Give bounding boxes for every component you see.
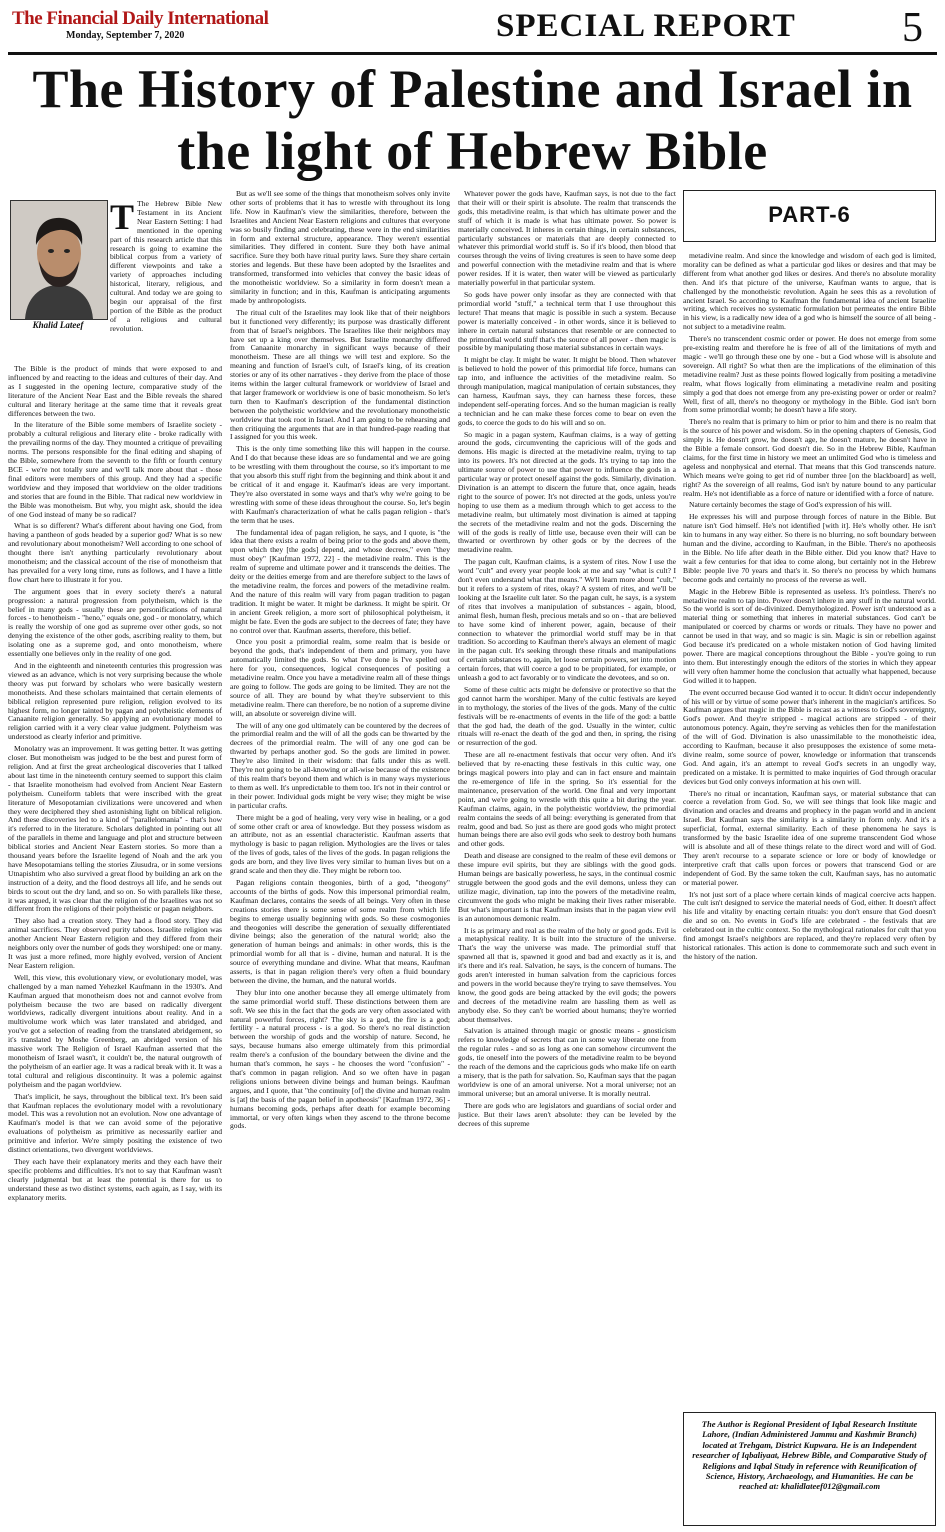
paragraph: The argument goes that in every society there's a natural progression: a natural progression from polytheism, which is the belief in many gods - usually these are personifications of natural forces - to henotheism - "heno," equals one, god - or monolatry, which is really the worship of one god as supreme over other gods, so not denying the existence of the other gods, ascribing reality to them, but isolating one as a supreme god, and onto monotheism, where essentially one believes only in the reality of one god. — [8, 586, 222, 659]
article-headline: The History of Palestine and Israel in the light of Hebrew Bible — [32, 59, 913, 181]
paragraph: metadivine realm. And since the knowledge and wisdom of each god is limited, morality can be defined as what a particular god likes or desires and that may be different from what another god likes or desires. And there's no absolute morality then. And it's that picture of the universe, Kaufman wants to argue, that is challenged by the monotheistic revolution. Again he sees this as a revolution of ancient Israel. So according to Kaufman the fundamental idea of ancient Israelite writing, which receives no systematic formulation but permeates the entire Bible in his view, is a radically new idea of a god who is himself the source of all being - not subject to a metadivine realm. — [683, 252, 936, 332]
article-intro — [110, 200, 222, 363]
paragraph: There's no ritual or incantation, Kaufman says, or material substance that can coerce a revelation from God. So, we will see things that look like magic and divination and oracles and dreams and prophecy in the pagan world and in ancient Israel. But Kaufman says the similarity is a similarity in form only. And it's a superficial, formal, external similarity. Each of these phenomena he says is transformed by the basic Israelite idea of one supreme transcendent God whose will is absolute and all of these things relate to the direct word and will of God. They aren't recourse to a separate science or lore or body of knowledge or interpretive craft that calls upon forces or powers that transcend God or are independent of God. By the same token the cult, Kaufman says, has no automatic or material power. — [683, 788, 936, 887]
paragraph: Monolatry was an improvement. It was getting better. It was getting closer. But monotheism was judged to be the best and purest form of religion. And at first the great archeological discoveries that I talked about last time in the nineteenth century seemed to support this claim - that Israelite monotheism had evolved from Ancient Near Eastern polytheism. Cuneiform tablets that were inscribed with the great literature of Mesopotamian civilizations were uncovered and when they were deciphered they shed astonishing light on biblical religion. And these discoveries led to a kind of "parallelomania" - that's how it's referred to in the literature. Scholars delighted in pointing out all of the parallels in theme and language and plot and structure between biblical stories and Ancient Near Eastern stories. So more than a thousand years before the Israelite legend of Noah and the ark you have Mesopotamians telling the stories Ziusudra, or in some versions Utnapishtim who also survived a great flood by building an ark on the instruction of a deity, and the flood destroys all life, and he sends out birds to scout out the dry land, and so on. So with parallels like these, it was argued, it was clear that the religion of the Israelites was not so different from the religions of their polytheistic or pagan neighbors. — [8, 744, 222, 914]
paragraph: In the literature of the Bible some members of Israelite society - probably a cultural religious and literary elite - broke radically with the prevailing norms of the day. They mounted a critique of prevailing norms. The persons responsible for the final editing and shaping of the Bible, somewhere from the seventh to the fifth or fourth century BCE - we're not totally sure and we'll talk more about that - those final editors were members of this group. And they had a specific worldview and they imposed that worldview on the older traditions and stories that are found in the Bible. That radical new worldview in the Bible was monotheism. But why, you might ask, should the idea of one God instead of many be so radical? — [8, 420, 222, 519]
drop-cap: T — [110, 200, 135, 237]
paragraph: Salvation is attained through magic or gnostic means - gnosticism refers to knowledge of secrets that can in some way liberate one from the regular rules - and so as long as one can somehow circumvent the gods, tie oneself into the powers of the metadivine realm to be beyond the reach of the demons and the capricious gods who make life on earth a misery, that is the path for salvation. So, Kaufman says that the pagan worldview is one of an amoral universe. Not a moral universe; not an immoral universe; but an amoral universe. It is morally neutral. — [458, 1026, 676, 1098]
paragraph: Once you posit a primordial realm, some realm that is beside or beyond the gods, that's independent of them and primary, you have automatically limited the gods. So what I've done is I've spelled out here for you, consequences, logical consequences of positing a metadivine realm. Once you have a metadivine realm all of these things are going to follow. The gods are going to be limited. They are not the source of all. They are bound by what they're subservient to this metadivine realm. There can therefore, be no notion of a supreme divine will, an absolute or sovereign divine will. — [230, 637, 450, 718]
paragraph: And in the eighteenth and nineteenth centuries this progression was viewed as an advance, which is not very surprising because the whole theory was put forward by scholars who were basically western monotheists. And these scholars maintained that certain elements of biblical religion represented pure religion, religion evolved to its highest form, no longer tainted by pagan and polytheistic elements of Canaanite religion generally. So applying an evolutionary model to religion carried with it a very clear value judgment. Polytheism was understood as clearly inferior and primitive. — [8, 661, 222, 742]
article-column-3 — [458, 190, 676, 1527]
paragraph: There are gods who are legislators and guardians of social order and justice. But their laws aren't absolute: they can be leveled by the decrees of this supreme — [458, 1100, 676, 1128]
paragraph: The ritual cult of the Israelites may look like that of their neighbors but it functioned very differently; its purpose was drastically different from that of Israel's neighbors. The Israelites like their neighbors may have set up a king over themselves. But Israelite monarchy differed from Canaanite monarchy in significant ways because of their monotheism. These are all things we will test and explore. So the meaning and function of Israel's cult, of Israel's king, of its creation stories or any of its other narratives - they derive from the place of those items within the larger cultural framework or worldview of Israel and that larger framework or worldview is one of basic monotheism. So let's turn then to Kaufman's description of the fundamental distinction between the polytheistic worldview and the revolutionary monotheistic worldview that took root in Israel. And I am going to be rehearsing and then critiquing the arguments that are in that hundred-page reading that I assigned for you this week. — [230, 307, 450, 442]
paragraph: Pagan religions contain theogonies, birth of a god, "theogony" accounts of the births of gods. Now this impersonal primordial realm, Kaufman declares, contains the seeds of all beings. Very often in these creations stories there is some sense of some realm from which life begins to emerge usually beginning with gods. So these cosmogonies and theogonies will describe the generation of sexually differentiated divine beings; also the generation of the natural world; also the generation of human beings and animals: in other words, this is the primordial womb for all that is - divine, human and natural. It is the source of everything mundane and divine. What that means, Kaufman asserts, is that in pagan religion there's very often a fluid boundary between the divine, the human, and the natural worlds. — [230, 877, 450, 985]
paragraph: The fundamental idea of pagan religion, he says, and I quote, is "the idea that there exists a realm of being prior to the gods and above them, upon which they [the gods] depend, and whose decrees," even "they must obey" [Kaufman 1972, 22] - the metadivine realm. This is the realm of supreme and ultimate power and it transcends the deities. The deity or the deities emerge from and are therefore subject to the laws of the metadivine realm, the forces and powers of the metadivine realm. And the nature of this realm will vary from pagan tradition to pagan tradition. It might be water. It might be darkness. It might be spirit. Or in ancient Greek religion, a more sort of philosophical polytheism, it might be fate. Even the gods are subject to the decrees of fate; they have no control over that. Kaufman asserts, therefore, this belief. — [230, 527, 450, 635]
paragraph: Death and disease are consigned to the realm of these evil demons or these impure evil spirits, but they are siblings with the good gods. Human beings are basically powerless, he says, in the continual cosmic struggle between the good gods and the evil demons, unless they can utilize magic, divination, tap into the powers of the metadivine realm, circumvent the gods who might be making their lives rather miserable. But what's important is that Kaufman insists that in the pagan view evil is an autonomous demonic realm. — [458, 851, 676, 923]
intro-text: The Hebrew Bible New Testament in its Ancient Near Eastern Setting: I had mentioned in the opening part of this research article that this research is going to examine the biblical corpus from a variety of different viewpoints and take a variety of approaches including historical, literary, religious, and cultural. And today we are going to begin our appraisal of the first portion of the Bible as the product of a religious and cultural revolution. — [110, 200, 222, 333]
paragraph: So magic in a pagan system, Kaufman claims, is a way of getting around the gods, circumventing the capricious will of the gods and demons. His magic is directed at the metadivine realm, trying to tap into its powers. It's not directed at the gods. It's trying to tap into the ultimate source of power to use that power to influence the gods in a particular way or protect oneself against the gods. Similarly, divination. Divination is an attempt to discern the future that, once again, heads right to the source of power. It's not directed at the gods, unless you're hoping to use them as a medium through which to get access to the metadivine realm, but ultimately most divination is aimed at tapping the secrets of the metadivine realm and not the gods. Discerning the will of the gods is really of little use, because even their will can be thwarted or overthrown by other gods or by the decrees of the metadivine realm. — [458, 429, 676, 555]
section-title: SPECIAL REPORT — [496, 8, 796, 44]
paragraph: That's implicit, he says, throughout the biblical text. It's been said that Kaufman replaces the evolutionary model with a revolutionary model. This was a revolution not an evolution. Now one advantage of Kaufman's model is that we can avoid some of the pejorative evaluations of polytheism as primitive as necessarily earlier and primitive and inferior. We're simply positing the existence of two distinct orientations, two divergent worldviews. — [8, 1091, 222, 1155]
paragraph: There might be a god of healing, very very wise in healing, or a god of some other craft or area of knowledge. But they possess wisdom as an attribute, not as an essential characteristic. Kaufman asserts that mythology is basic to pagan religion. Mythologies are the lives or tales of the lives of gods, tales of the lives of the gods. In pagan religions the gods are born, and they live lives very similar to human lives but on a grand scale and then they die. They might be reborn too. — [230, 812, 450, 876]
masthead — [8, 6, 937, 50]
paragraph: The pagan cult, Kaufman claims, is a system of rites. Now I use the word "cult" and every year people look at me and say "what is cult? I don't even understand what that means." We'll learn more about "cult," but it refers to a system of rites, okay? A system of rites, and we'll be looking at the Israelite cult later. So the pagan cult, he says, is a system of rites that involves a manipulation of substances - again, blood, animal flesh, human flesh, precious metals and so on - that are believed to have some kind of inherent power, again, because of their connection to whatever the primordial world stuff may be in that tradition. So according to Kaufman there's always an element of magic in the pagan cult. It's seeking through these rituals and manipulations of certain substances to, again, let loose certain powers, set into motion certain forces, that will coerce a god to be propitiated, for example, or unleash a god to act favorably or to vindicate the devotees, and so on. — [458, 557, 676, 683]
paragraph: But as we'll see some of the things that monotheism solves only invite other sorts of problems that it has to wrestle with throughout its long life. Now in Kaufman's view the similarities, therefore, between the Israelites and Ancient Near Eastern religions and cultures that everyone was so busily finding and celebrating, these were in the end similarities in form and external structure, appearance. They weren't essential similarities. They differed in content. Sure they both have animal sacrifice. Sure they both have ritual purity laws. Sure they share certain stories and legends. But these have been adopted by the Israelites and transformed, transformed into vehicles that convey the basic ideas of the monotheistic worldview. So a similarity in form doesn't mean a similarity in function; and in this, Kaufman is anticipating arguments made by anthropologists. — [230, 190, 450, 305]
paragraph: The event occurred because God wanted it to occur. It didn't occur independently of his will or by virtue of some power that's inherent in the magician's artifices. So Kaufman argues that magic in the Bible is recast as a witness to God's sovereignty, God's power. And they're stripped - magical actions are stripped - of their autonomous potency. Again, they're serving as vehicles then for the manifestation of the will of God. Divination is also unassimilable to the monotheistic idea, according to Kaufman, because it also presupposes the existence of some meta-divine realm, some source of power, knowledge or information that transcends God. And again, it's an attempt to reveal God's secrets in an ungodly way, predicated on a mistake. It is permitted to make inquiries of God through oracular devices but God only conveys information at his own will. — [683, 687, 936, 786]
newspaper-name: The Financial Daily International — [12, 8, 269, 29]
paragraph: It is as primary and real as the realm of the holy or good gods. Evil is a metaphysical reality. It is built into the structure of the universe. That's the way the universe was made. The primordial stuff that spawned all that is, spawned it good and bad and exactly as it is, and it's there and it's real. Salvation, he says, is the concern of humans. The gods aren't interested in human salvation from the capricious forces and powers in the world because they're trying to save themselves. You know, the good gods are being attacked by the evil gods; the powers and decrees of the metadivine realm are hassling them as well as anybody else. So they can't be worried about humans; they're worried about themselves. — [458, 925, 676, 1024]
article-column-4 — [683, 252, 936, 1272]
paragraph: Nature certainly becomes the stage of God's expression of his will. — [689, 500, 892, 510]
part-label: PART-6 — [683, 190, 936, 242]
paragraph: He expresses his will and purpose through forces of nature in the Bible. But nature isn't God himself. He's not identified [with it]. He's wholly other. He isn't kin to humans in any way either. So there is no blurring, no soft boundary between human and the divine, according to Kaufman, in the Bible. There's no apotheosis in the Bible. No life after death in the Bible either. Did you know that? Have to wait a few centuries for that idea to come along, but certainly not in the Hebrew Bible: people live 70 years and that's it. So there's no process by which humans become gods and certainly no process of the reverse as well. — [683, 512, 936, 584]
author-photo — [10, 200, 108, 320]
paragraph: They also had a creation story. They had a flood story. They did animal sacrifices. They observed purity taboos. Israelite religion was another Ancient Near Eastern religion and they differed from their neighbors only over the number of gods they worshiped: one or many. It was just a more refined, more highly evolved, version of Ancient Near Eastern religion. — [8, 916, 222, 970]
author-name: Khalid Lateef — [32, 320, 84, 330]
author-bio-box: The Author is Regional President of Iqbal Research Institute Lahore, (Indian Administered Jammu and Kashmir Branch) located at Trehgam, District Kupwara. He is an Independent researcher of Iqbaliyaat, Hebrew Bible, and Comparative Study of Religions and Iqbal Study in reference with Reunification of Science, History, Archaeology, and Humanities. He can be reached at: khalidlateef012@gmail.com — [683, 1412, 936, 1526]
issue-date: Monday, September 7, 2020 — [66, 30, 185, 41]
article-column-2 — [230, 190, 450, 1527]
paragraph: It's not just sort of a place where certain kinds of magical coercive acts happen. The cult isn't designed to service the material needs of God, either. It doesn't affect his life and vitality by enacting certain rituals: you don't ensure that God doesn't die and so on. No events in God's life are celebrated - the festivals that are celebrated out in the cultic context. So the mythological rationales for cult that you find amongst Israel's neighbors are replaced, and they're replaced very often by historical rationales. This action is done to commemorate such and such event in the history of the nation. — [683, 889, 936, 961]
paragraph: There's no transcendent cosmic order or power. He does not emerge from some pre-existing realm and therefore he is free of all of the limitations of myth and magic - we'll go through these one by one - but a God whose will is absolute and sovereign. All right? So what then are the implications of the elimination of this metadivine realm? Just as these points flowed logically from positing a metadivine realm, what flows logically from eliminating a metadivine realm and positing simply a god that does not emerge from any pre-existing power or order or realm? Well, first of all, there's no theogony or mythology in the Bible. God isn't born from some primordial womb; he doesn't have a life story. — [683, 334, 936, 415]
paragraph: The Bible is the product of minds that were exposed to and influenced by and reacting to the ideas and cultures of their day. And as I suggested in the opening lecture, comparative study of the literature of the Ancient Near East and the Bible reveals the shared cultural and literary heritage at the same time that it reveals great differences between the two. — [8, 365, 222, 418]
paragraph: Whatever power the gods have, Kaufman says, is not due to the fact that their will or their spirit is absolute. The realm that transcends the gods, this metadivine realm, is that which has ultimate power and the stuff of which it is made is what has ultimate power. So power is materially conceived. It inheres in certain things, in certain substances, particularly substances or materials that are deeply connected to whatever this primordial world stuff is. So if it's blood, then blood that courses through the veins of living creatures is seen to have some deep and powerful connection with the metadivine realm and that is where power resides. If it is water, then water will be viewed as particularly materially powerful in that particular system. — [458, 190, 676, 288]
paragraph: Some of these cultic acts might be defensive or protective so that the god cannot harm the worshiper. Many of the cultic festivals are keyed in to mythology, the stories of the lives of the gods. Many of the cultic festivals will be re-enactments of events in the life of the god: a battle that the god had, the death of the god. Usually in the winter, cultic rituals will re-enact the death of the god and then, in spring, the rising or resurrection of the god. — [458, 684, 676, 748]
paragraph: What is so different? What's different about having one God, from having a pantheon of gods headed by a superior god? What is so new and revolutionary about monotheism? Well according to one school of thought there isn't anything particularly revolutionary about monotheism; and the classical account of the rise of monotheism that has prevailed for a very long time, runs as follows, and I have a little flow chart here to illustrate it for you. — [8, 521, 222, 584]
paragraph: They each have their explanatory merits and they each have their specific problems and difficulties. It's not to say that Kaufman wasn't clearly judgmental but at least the potential is there for us to understand these as two distinct systems, each again, as I say, with its explanatory merits. — [8, 1156, 222, 1202]
paragraph: The will of any one god ultimately can be countered by the decrees of the primordial realm and the will of all the gods can be thwarted by the decrees of the primordial realm. The will of any one god can be thwarted by perhaps another god. So the gods are limited in power. They're also limited in their wisdom: that falls under this as well. They're not going to be all-knowing or all-wise because of the existence of this realm that's beyond them and which is in many ways mysterious to them as well. It's unpredictable to them too. It's not in their control or in their power. Individual gods might be very wise; they might be wise in particular crafts. — [230, 720, 450, 810]
paragraph: So gods have power only insofar as they are connected with that primordial world "stuff," a technical term that I use throughout this lecture! That means that magic is possible in such a system. Because power is materially conceived - in other words, since it is believed to inhere in certain natural substances that resemble or are connected to the primordial world stuff that's the source of all power - then magic is possible by manipulating those material substances in certain ways. — [458, 289, 676, 353]
paragraph: This is the only time something like this will happen in the course. And I do that because these ideas are so fundamental and we are going to be wrestling with them throughout the course, so it's important to me that you absorb this stuff right from the beginning and think about it and be critical of it and engage it. Kaufman's ideas are very important. They're also overstated in some ways and that's why we're going to be wrestling with some of these ideas throughout the course. So, let's begin with Kaufman's characterization of what he calls pagan religion - that's the term that he uses. — [230, 444, 450, 525]
paragraph: Well, this view, this evolutionary view, or evolutionary model, was challenged by a man named Yehezkel Kaufmann in the 1930's. And Kaufman argued that monotheism does not and cannot evolve from polytheism because the two are based on radically divergent worldviews, radically divergent intuitions about reality. And in a multivolume work which was later translated and abridged, and you've got a selection of reading from the translated abridgement, so it's translated by Moshe Greenberg, an abridged version of his massive work The Religion of Israel Kaufman asserted that the monotheism of Israel wasn't, it couldn't be, the natural outgrowth of the polytheism of an earlier age. It was a radical break with it. It was a total cultural and religious discontinuity. It was a polemic against polytheism and the pagan worldview. — [8, 972, 222, 1089]
paragraph: Magic in the Hebrew Bible is represented as useless. It's pointless. There's no metadivine realm to tap into. Power doesn't inhere in any stuff in the natural world. So the world is sort of de-divinized. Demythologized. Power isn't understood as a material thing or something that inheres in material substances. God can't be manipulated or coerced by charms or words or rituals. They have no power and cannot be used in that way, and so magic is sin. Magic is sin or rebellion against God because it's predicated on a whole mistaken notion of God having limited power. There are magical conceptions throughout the Bible - you're going to run into them. But interestingly enough the editors of the stories in which they appear will very often hammer home the conclusion that actually what happened, because God willed it to happen. — [683, 586, 936, 685]
article-column-1 — [8, 365, 222, 1527]
paragraph: These are all re-enactment festivals that occur very often. And it's believed that by re-enacting these festivals in this cultic way, one brings magical powers into play and can in fact ensure and maintain the re-emergence of life in the spring. So it's essential for the maintenance, preservation of the world. One final and very important point, and we're going to wrestle with this quite a bit during the year. Kaufman claims, again, in the polytheistic worldview, the primordial realm contains the seeds of all being: everything is generated from that realm, good and bad. So just as there are good gods who might protect human beings there are also evil gods who seek to destroy both humans and other gods. — [458, 750, 676, 849]
paragraph: There's no realm that is primary to him or prior to him and there is no realm that is the source of his power and wisdom. So in the opening chapters of Genesis, God simply is. He doesn't grow, he doesn't age, he doesn't mature, he doesn't have in the Bible a female consort. God doesn't die. So in the Hebrew Bible, Kaufman claims, for the first time in history we meet an unlimited God who is timeless and ageless and nonphysical and eternal. That means that this God transcends nature. Which means we're going to get rid of number three [on the blackboard] as well, right? As the sovereign of all realms, God isn't by nature bound to any particular realm. He's not identifiable as a force of nature or identified with a force of nature. — [683, 417, 936, 498]
paragraph: It might be clay. It might be water. It might be blood. Then whatever is believed to hold the power of this primordial life force, humans can tap into, and influence the activities of the metadivine realm. So through manipulation, magical manipulation of certain substances, they can harness, Kaufman says, they can harness these forces, these independent self-operating forces. And so the human magician is really a technician and he can make these forces come to bear on even the gods, to coerce the gods to do his will and so on. — [458, 355, 676, 427]
masthead-divider — [8, 52, 937, 55]
paragraph: They blur into one another because they all emerge ultimately from the same primordial world stuff. These distinctions between them are soft. We see this in the fact that the gods are very often associated with natural powerful forces, right? The sky is a god, the fire is a god; fertility - a natural process - is a god. So there's no real distinction between the worship of gods and the worship of nature. Second, he says, because humans also emerge ultimately from this primordial realm there's a confusion of the boundary between the divine and the human that's common, he says - he chooses the word "confusion" - that's common in pagan religion. And so we often have in pagan religions unions between divine beings and human beings. Kaufman argues, and I quote, that "the continuity [of] the divine and human realm is [at] the basis of the pagan belief in apotheosis" [Kaufman 1972, 36] - humans becoming gods, perhaps after death for example becoming immortal, or very often kings when they ascend to the throne become gods. — [230, 987, 450, 1131]
page-number: 5 — [902, 5, 923, 51]
author-portrait-icon — [11, 201, 107, 319]
